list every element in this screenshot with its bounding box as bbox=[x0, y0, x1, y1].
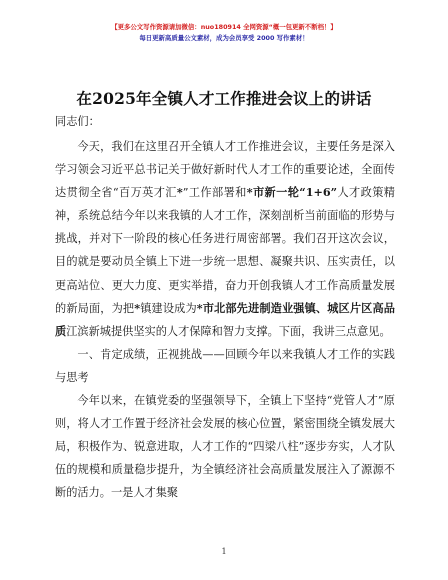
section-heading-1: 一、肯定成绩，正视挑战——回顾今年以来我镇人才工作的实践与思考 bbox=[55, 347, 395, 384]
promo-banner-line-2: 每日更新高质量公文素材，成为会员享受 2000 写作素材！ bbox=[139, 34, 309, 42]
paragraph-text: ”工作部署和 bbox=[182, 186, 247, 200]
paragraph-text: 人才政策精神，系统总结今年以来我镇的人才工作，深刻剖析当前面临的形势与挑战，并对下一阶段的核心任务进行周密部署。我们召开这次会议，目的就是要动员全镇上下进一步统一思想、凝聚共识、压实责任，以更高站位、更大力度、更实举措，奋力开创我镇人才工作高质量发展的新局面，为把 bbox=[55, 186, 395, 315]
salutation: 同志们： bbox=[55, 115, 100, 128]
paragraph-text: 今天，我们在这里召开全镇人才工作推进会议，主要任务是深入学习领会习近平总书记关于做好新时代人才工作的重要论述，全面传达贯彻全省“百万英才汇 bbox=[55, 140, 395, 200]
paragraph-intro bbox=[55, 135, 395, 343]
paragraph-review: 今年以来，在镇党委的坚强领导下，全镇上下坚持“党管人才”原则，将人才工作置于经济社会发展的核心位置，紧密围绕全镇发展大局，积极作为、锐意进取，人才工作的“四梁八柱”逐步夯实，人才队伍的规模和质量稳步提升，为全镇经济社会高质量发展注入了源源不断的活力。一是人才集聚 bbox=[55, 394, 395, 500]
document-body bbox=[55, 135, 395, 505]
paragraph-bold-text: * bbox=[176, 185, 183, 200]
paragraph-bold-text: *市北部先进制造业强镇、城区片区高品质 bbox=[55, 300, 395, 338]
paragraph-bold-text: *市新一轮“1+6” bbox=[246, 185, 338, 200]
document-title: 在2025年全镇人才工作推进会议上的讲话 bbox=[76, 89, 372, 108]
page-number: 1 bbox=[221, 547, 227, 556]
promo-banner-line-1: 【更多公文写作资源请加微信：nuo180914 全网资源“概一包更新不断档！】 bbox=[111, 23, 337, 31]
paragraph-text: 江滨新城提供坚实的人才保障和智力支撑。下面，我讲三点意见。 bbox=[66, 324, 391, 338]
paragraph-text: 镇建设成为 bbox=[140, 301, 197, 315]
paragraph-bold-text: * bbox=[134, 300, 141, 315]
